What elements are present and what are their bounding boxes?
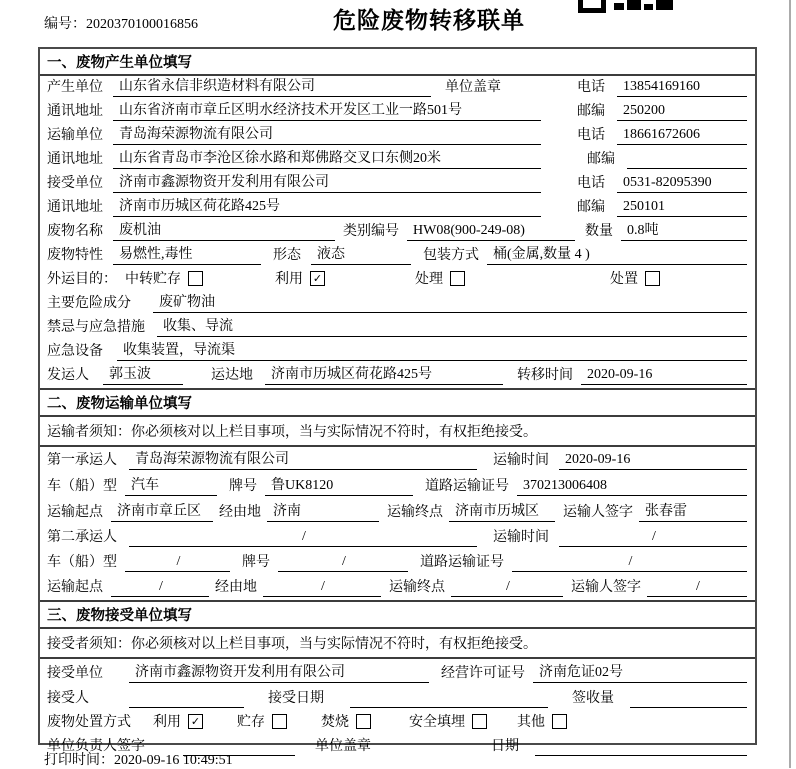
- document-number-label: 编号：: [44, 17, 86, 32]
- unit-seal2-label: 单位盖章: [315, 739, 371, 754]
- receiver-phone-label: 电话: [577, 176, 605, 191]
- page-edge-line: [789, 0, 791, 768]
- carrier-sign1-label: 运输人签字: [563, 505, 633, 520]
- receiver-address-value: 济南市历城区荷花路425号: [113, 195, 541, 217]
- waste-name-value: 废机油: [113, 219, 335, 241]
- receiver-zip-value: 250101: [617, 199, 747, 217]
- purpose-option-label: 利用: [275, 272, 303, 287]
- operating-license-value: 济南危证02号: [533, 661, 747, 683]
- first-carrier-row: [40, 447, 755, 473]
- accept-date-label: 接受日期: [268, 691, 324, 706]
- transfer-time-label: 转移时间: [517, 368, 573, 383]
- vehicle-type1-label: 车（船）型: [47, 479, 117, 494]
- transporter-address-value: 山东省青岛市李沧区徐水路和郑佛路交叉口东侧20米: [113, 147, 541, 169]
- road-cert2-value: /: [512, 554, 747, 572]
- operating-license-label: 经营许可证号: [441, 666, 525, 681]
- transporter-notice-row: [40, 417, 755, 447]
- route-end1-label: 运输终点: [387, 505, 443, 520]
- route1-row: [40, 499, 755, 525]
- print-time-value: 2020-09-16 10:49:51: [114, 753, 233, 768]
- dispatcher-row: [40, 364, 755, 388]
- vehicle-type1-value: 汽车: [125, 474, 217, 496]
- destination-label: 运达地: [211, 368, 253, 383]
- section3-header: 三、废物接受单位填写: [40, 600, 755, 629]
- waste-name-row: [40, 220, 755, 244]
- plate2-label: 牌号: [242, 555, 270, 570]
- emergency-equipment-label: 应急设备: [47, 344, 103, 359]
- checkbox-icon: [450, 271, 465, 286]
- producer-phone-value: 13854169160: [617, 79, 747, 97]
- producer-unit-row: [40, 76, 755, 100]
- sign-date-label: 日期: [491, 739, 519, 754]
- receiver-zip-label: 邮编: [577, 200, 605, 215]
- route-start2-value: /: [111, 579, 209, 597]
- disposal-option-label: 焚烧: [321, 715, 349, 730]
- dispatcher-label: 发运人: [47, 368, 89, 383]
- transfer-purpose-row: [40, 268, 755, 292]
- route-start2-label: 运输起点: [47, 580, 103, 595]
- hazard-component-value: 废矿物油: [153, 291, 747, 313]
- acceptor-value: [129, 706, 244, 708]
- taboo-measures-label: 禁忌与应急措施: [47, 320, 145, 335]
- second-carrier-label: 第二承运人: [47, 530, 117, 545]
- waste-property-row: [40, 244, 755, 268]
- transfer-time-value: 2020-09-16: [581, 367, 747, 385]
- transport-time1-value: 2020-09-16: [559, 452, 747, 470]
- acceptor-row: [40, 686, 755, 711]
- accept-unit-value: 济南市鑫源物资开发利用有限公司: [129, 661, 429, 683]
- carrier-sign1-value: 张春雷: [639, 500, 747, 522]
- route-end2-label: 运输终点: [389, 580, 445, 595]
- packing-label: 包装方式: [423, 248, 479, 263]
- accept-date-value: [350, 706, 548, 708]
- receiver-unit-label: 接受单位: [47, 176, 103, 191]
- vehicle-type2-value: /: [125, 554, 230, 572]
- producer-address-value: 山东省济南市章丘区明水经济技术开发区工业一路501号: [113, 99, 541, 121]
- transport-time2-value: /: [559, 529, 747, 547]
- route-start1-value: 济南市章丘区: [111, 500, 213, 522]
- waste-qty-label: 数量: [585, 224, 613, 239]
- plate1-label: 牌号: [229, 479, 257, 494]
- checkbox-icon: [552, 714, 567, 729]
- taboo-measures-value: 收集、导流: [157, 315, 747, 337]
- checkbox-icon: [272, 714, 287, 729]
- accept-unit-row: [40, 659, 755, 686]
- disposal-option-label: 贮存: [237, 715, 265, 730]
- route-start1-label: 运输起点: [47, 505, 103, 520]
- waste-property-label: 废物特性: [47, 248, 103, 263]
- purpose-option-transfer-storage: [125, 268, 203, 289]
- route-via1-value: 济南: [267, 500, 379, 522]
- transporter-phone-label: 电话: [577, 128, 605, 143]
- second-carrier-row: [40, 525, 755, 550]
- producer-address-row: [40, 100, 755, 124]
- waste-qty-value: 0.8吨: [621, 219, 747, 241]
- transporter-unit-value: 青岛海荣源物流有限公司: [113, 123, 541, 145]
- signed-qty-value: [630, 706, 747, 708]
- producer-zip-value: 250200: [617, 103, 747, 121]
- waste-category-value: HW08(900-249-08): [407, 223, 575, 241]
- receiver-notice-text: 接受者须知：你必须核对以上栏目事项，当与实际情况不符时，有权拒绝接受。: [47, 637, 537, 652]
- road-cert1-label: 道路运输证号: [425, 479, 509, 494]
- route-via2-value: /: [263, 579, 381, 597]
- disposal-method-label: 废物处置方式: [47, 715, 131, 730]
- disposal-option-storage: [237, 711, 287, 732]
- road-cert2-label: 道路运输证号: [420, 555, 504, 570]
- receiver-address-row: [40, 196, 755, 220]
- emergency-equipment-value: 收集装置，导流渠: [117, 339, 747, 361]
- route-end1-value: 济南市历城区: [449, 500, 555, 522]
- purpose-option-utilize: [275, 268, 325, 289]
- carrier-sign2-value: /: [647, 579, 747, 597]
- receiver-notice-row: [40, 629, 755, 659]
- purpose-option-label: 处置: [610, 272, 638, 287]
- disposal-method-row: [40, 711, 755, 735]
- hazard-component-row: [40, 292, 755, 316]
- vehicle2-row: [40, 550, 755, 575]
- producer-address-label: 通讯地址: [47, 104, 103, 119]
- purpose-option-label: 处理: [415, 272, 443, 287]
- receiver-phone-value: 0531-82095390: [617, 175, 747, 193]
- first-carrier-value: 青岛海荣源物流有限公司: [129, 448, 477, 470]
- transporter-unit-label: 运输单位: [47, 128, 103, 143]
- receiver-unit-value: 济南市鑫源物资开发利用有限公司: [113, 171, 541, 193]
- producer-unit-value: 山东省永信非织造材料有限公司: [113, 75, 431, 97]
- transporter-address-label: 通讯地址: [47, 152, 103, 167]
- print-time-label: 打印时间：: [44, 753, 114, 768]
- print-time: [44, 749, 233, 769]
- acceptor-label: 接受人: [47, 691, 89, 706]
- transporter-notice-text: 运输者须知：你必须核对以上栏目事项，当与实际情况不符时，有权拒绝接受。: [47, 425, 537, 440]
- transporter-zip-value: [627, 167, 747, 169]
- waste-name-label: 废物名称: [47, 224, 103, 239]
- waste-form-label: 形态: [273, 248, 301, 263]
- transport-time1-label: 运输时间: [493, 453, 549, 468]
- disposal-option-label: 其他: [517, 715, 545, 730]
- sign-date-value: [535, 754, 747, 756]
- road-cert1-value: 370213006408: [517, 478, 747, 496]
- transporter-zip-label: 邮编: [587, 152, 615, 167]
- dispatcher-value: 郭玉波: [103, 363, 183, 385]
- route-end2-value: /: [451, 579, 563, 597]
- checkbox-icon: [645, 271, 660, 286]
- vehicle-type2-label: 车（船）型: [47, 555, 117, 570]
- disposal-option-landfill: [409, 711, 487, 732]
- transport-time2-label: 运输时间: [493, 530, 549, 545]
- transporter-unit-row: [40, 124, 755, 148]
- document-number: [44, 13, 198, 33]
- transporter-address-row: [40, 148, 755, 172]
- emergency-equipment-row: [40, 340, 755, 364]
- plate1-value: 鲁UK8120: [265, 474, 413, 496]
- checkbox-icon: [356, 714, 371, 729]
- producer-zip-label: 邮编: [577, 104, 605, 119]
- disposal-option-label: 利用: [153, 715, 181, 730]
- receiver-unit-row: [40, 172, 755, 196]
- hazard-component-label: 主要危险成分: [47, 296, 131, 311]
- checkbox-checked-icon: ✓: [310, 271, 325, 286]
- responsible-sign-label: 单位负责人签字: [47, 739, 145, 754]
- purpose-option-label: 中转贮存: [125, 272, 181, 287]
- taboo-measures-row: [40, 316, 755, 340]
- section2-header: 二、废物运输单位填写: [40, 388, 755, 417]
- producer-phone-label: 电话: [577, 80, 605, 95]
- route-via1-label: 经由地: [219, 505, 261, 520]
- producer-unit-label: 产生单位: [47, 80, 103, 95]
- packing-value: 桶(金属,数量 4 ): [487, 243, 747, 265]
- qr-code-fragment-icon: [578, 0, 673, 10]
- destination-value: 济南市历城区荷花路425号: [265, 363, 503, 385]
- waste-category-label: 类别编号: [343, 224, 399, 239]
- accept-unit-label: 接受单位: [47, 666, 103, 681]
- disposal-option-label: 安全填埋: [409, 715, 465, 730]
- document-number-value: 2020370100016856: [86, 17, 198, 32]
- vehicle1-row: [40, 473, 755, 499]
- purpose-option-dispose: [610, 268, 660, 289]
- route-via2-label: 经由地: [215, 580, 257, 595]
- route2-row: [40, 575, 755, 600]
- page-title: 危险废物转移联单: [333, 8, 525, 33]
- signed-qty-label: 签收量: [572, 691, 614, 706]
- transfer-purpose-label: 外运目的：: [47, 272, 117, 287]
- manifest-form-table: [38, 47, 757, 754]
- waste-form-value: 液态: [311, 243, 411, 265]
- receiver-address-label: 通讯地址: [47, 200, 103, 215]
- disposal-option-utilize: [153, 711, 203, 732]
- checkbox-checked-icon: ✓: [188, 714, 203, 729]
- unit-seal-label: 单位盖章: [445, 80, 501, 95]
- plate2-value: /: [278, 554, 408, 572]
- first-carrier-label: 第一承运人: [47, 453, 117, 468]
- checkbox-icon: [472, 714, 487, 729]
- purpose-option-treat: [415, 268, 465, 289]
- disposal-option-other: [517, 711, 567, 732]
- section1-header: 一、废物产生单位填写: [40, 49, 755, 76]
- transporter-phone-value: 18661672606: [617, 127, 747, 145]
- checkbox-icon: [188, 271, 203, 286]
- waste-property-value: 易燃性,毒性: [113, 243, 261, 265]
- second-carrier-value: /: [129, 529, 477, 547]
- disposal-option-incinerate: [321, 711, 371, 732]
- carrier-sign2-label: 运输人签字: [571, 580, 641, 595]
